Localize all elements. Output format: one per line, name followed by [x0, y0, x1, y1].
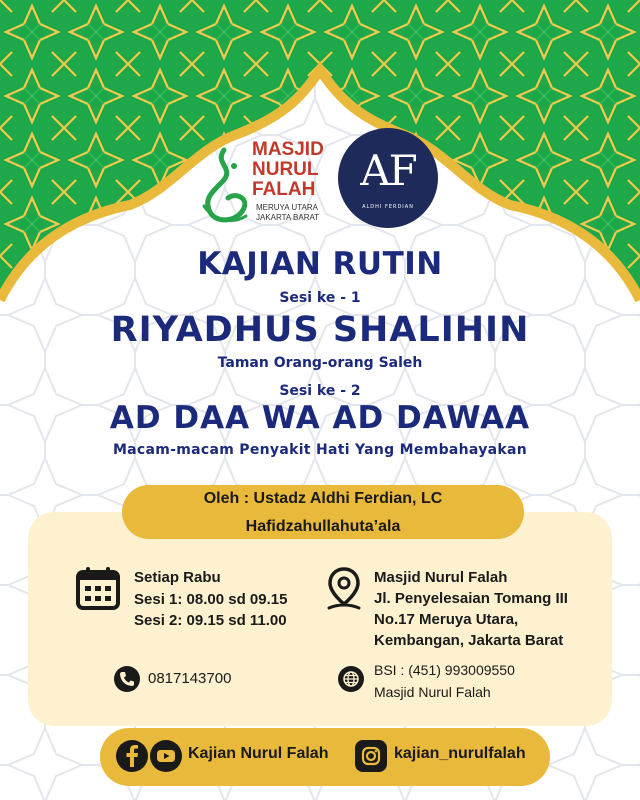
speaker-name: Oleh : Ustadz Aldhi Ferdian, LC	[203, 490, 443, 507]
af-monogram: AF	[360, 146, 416, 195]
masjid-logo	[196, 140, 336, 232]
session2-subtitle: Macam-macam Penyakit Hati Yang Membahayakan	[112, 442, 528, 458]
calendar-icon	[74, 566, 122, 612]
social-instagram-label[interactable]: kajian_nurulfalah	[394, 745, 526, 762]
session2-title: AD DAA WA AD DAWAA	[109, 400, 531, 436]
session2-label: Sesi ke - 2	[279, 383, 361, 399]
af-logo	[338, 128, 438, 228]
phone-icon	[114, 666, 140, 692]
social-facebook-youtube-label[interactable]: Kajian Nurul Falah	[188, 745, 329, 762]
schedule-sesi1: Sesi 1: 08.00 sd 09.15	[134, 591, 288, 608]
masjid-name-line2: NURUL	[252, 159, 319, 180]
speaker-honorific: Hafidzahullahuta’ala	[245, 518, 401, 535]
youtube-icon[interactable]	[150, 740, 182, 772]
masjid-name-line1: MASJID	[252, 139, 324, 160]
session1-title: RIYADHUS SHALIHIN	[110, 310, 530, 350]
session1-label: Sesi ke - 1	[279, 290, 361, 306]
schedule-day: Setiap Rabu	[134, 569, 221, 586]
session1-subtitle: Taman Orang-orang Saleh	[217, 355, 423, 371]
masjid-name-line3: FALAH	[252, 179, 316, 200]
location-line3: Kembangan, Jakarta Barat	[374, 632, 564, 649]
phone-number: 0817143700	[148, 670, 232, 687]
calligraphy-icon	[196, 146, 252, 230]
bank-account: BSI : (451) 993009550	[374, 662, 515, 678]
af-name: ALDHI FERDIAN	[362, 204, 414, 210]
event-title: KAJIAN RUTIN	[197, 246, 443, 282]
instagram-icon[interactable]	[355, 740, 387, 772]
schedule-sesi2: Sesi 2: 09.15 sd 11.00	[134, 612, 287, 629]
location-name: Masjid Nurul Falah	[374, 569, 508, 586]
masjid-sub-line2: JAKARTA BARAT	[256, 213, 320, 222]
location-line2: No.17 Meruya Utara,	[374, 611, 519, 628]
bank-name: Masjid Nurul Falah	[374, 684, 491, 700]
masjid-sub-line1: MERUYA UTARA	[256, 203, 318, 212]
facebook-icon[interactable]	[116, 740, 148, 772]
globe-icon	[338, 666, 364, 692]
location-line1: Jl. Penyelesaian Tomang III	[374, 590, 568, 607]
location-pin-icon	[326, 566, 362, 612]
